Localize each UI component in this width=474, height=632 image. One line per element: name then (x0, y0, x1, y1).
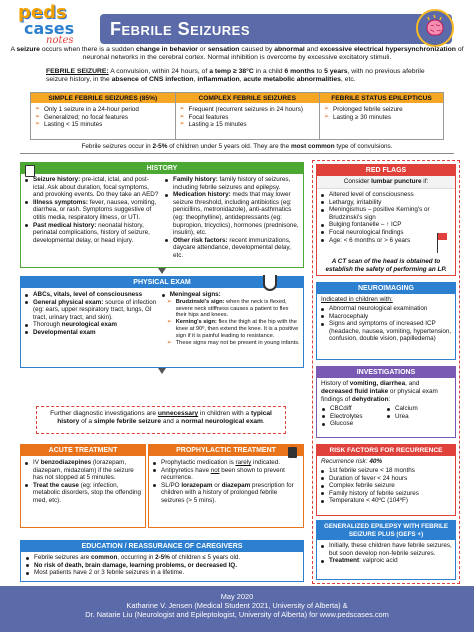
inv-bold: decreased fluid intake (321, 388, 389, 395)
item-underline: not (210, 466, 220, 474)
logo-notes: notes (46, 35, 74, 46)
further-span: . (262, 418, 265, 425)
list-item: Complex febrile seizure (320, 482, 452, 490)
title-text: Febrile Seizures (110, 19, 251, 39)
inv-text: or physical exam findings of (321, 388, 438, 403)
item-bold: 2-5% (155, 554, 170, 561)
item-text: SL/PO (161, 481, 182, 489)
item-text: Most patients have 2 or 3 febrile seizures in a lifetime. (34, 569, 185, 577)
list-item (167, 299, 300, 320)
def-bold: absence of CNS infection (111, 76, 194, 84)
item-bold: diazepam (221, 481, 251, 489)
logo-peds: peds (18, 2, 67, 23)
investigations-header: INVESTIGATIONS (317, 367, 455, 378)
risk-factors-list (317, 466, 455, 505)
def-text: A convulsion, within 24 hours, of (108, 68, 210, 75)
item-bold: Brudzinski's sign: (175, 298, 225, 305)
item-text: Febrile seizures are (34, 554, 92, 561)
def-bold: acute metabolic abnormalities (243, 76, 341, 84)
def-bold: 6 months (284, 68, 315, 75)
list-item: Electrolytes (321, 413, 386, 421)
item-text: Prophylactic medication is (161, 459, 236, 466)
item-bold: Illness symptoms: (33, 198, 88, 206)
ct-scan-note: A CT scan of the head is obtained to establish the safety of performing an LP. (325, 258, 447, 273)
def-text: to (314, 68, 325, 75)
list-item (167, 340, 300, 347)
education-panel (20, 540, 304, 582)
febrile-seizure-definition (46, 68, 442, 84)
list-item (24, 222, 160, 245)
inv-text: History of (321, 380, 350, 387)
item-bold: ABCs, vitals, level of consciousness (33, 291, 143, 298)
further-text (37, 407, 285, 429)
risk-text: Recurrence risk: (321, 458, 370, 465)
item-text: , occurring in (117, 554, 156, 561)
intro-text: occurs when there is a sudden (39, 46, 136, 53)
item-bold: Treatment (329, 557, 360, 565)
gefs-header: GENERALIZED EPILEPSY WITH FEBRILE SEIZURE PLUS (GEFS +) (317, 521, 455, 540)
item-bold: General physical exam: (33, 298, 104, 306)
recurrence-risk (317, 456, 455, 466)
list-item (24, 199, 160, 222)
item-bold: neurological exam (61, 321, 118, 329)
neuroimaging-panel (316, 282, 456, 360)
meningeal-signs (161, 291, 300, 347)
further-bold: normal neurological exam (181, 418, 263, 425)
list-item: Temperature < 40ºC (104ºF) (320, 497, 452, 505)
list-item (164, 176, 300, 191)
risk-factors-header: RISK FACTORS FOR RECURRENCE (317, 445, 455, 456)
item-bold: Family history: (173, 176, 218, 183)
status-epilepticus-list (320, 103, 443, 124)
list-item: ➢ Only 1 seizure in a 24-hour period (35, 106, 171, 114)
list-item: ➢ Lasting < 15 minutes (35, 121, 171, 129)
definition-label: FEBRILE SEIZURE: (46, 68, 109, 75)
pill-bottle-icon (288, 447, 297, 458)
item-bold: Medication history: (173, 191, 231, 199)
list-item: 1st febrile seizure < 18 months (320, 467, 452, 475)
education-header: EDUCATION / REASSURANCE OF CAREGIVERS (21, 541, 303, 552)
further-span: in children with a (198, 410, 251, 417)
list-item (167, 319, 300, 340)
prophylactic-treatment-panel (148, 444, 304, 528)
seizure-types-table (30, 92, 444, 140)
lp-bold: lumbar puncture (371, 178, 422, 185)
list-item (24, 321, 157, 329)
def-text: , etc. (340, 76, 356, 84)
list-item (24, 176, 160, 199)
list-item (25, 554, 299, 562)
inv-bold: vomiting, diarrhea (349, 380, 406, 387)
list-item: Glucose (321, 420, 386, 428)
meningeal-label: Meningeal signs: (169, 291, 221, 298)
intro-text: caused by (239, 46, 275, 53)
list-item: Bulging fontanelle – ↑ ICP (320, 221, 452, 229)
list-item (24, 291, 157, 299)
intro-bold: excessive electrical hypersynchronization (319, 46, 456, 53)
inv-text: : (388, 396, 391, 403)
gefs-panel (316, 520, 456, 580)
further-span: and a (161, 418, 182, 425)
status-epilepticus-column (320, 93, 443, 139)
list-item: Lethargy, irritability (320, 199, 452, 207)
list-item (25, 569, 299, 577)
further-span: of a (79, 418, 94, 425)
history-header: HISTORY (21, 163, 303, 174)
list-item: ➢ Prolonged febrile seizure (324, 106, 439, 114)
red-flags-panel (316, 164, 456, 276)
gefs-list (317, 540, 455, 565)
intro-bold: change in behavior (135, 46, 198, 53)
brain-icon (416, 9, 454, 47)
history-right-list (164, 176, 300, 260)
education-list (21, 552, 303, 577)
further-bold: unnecessary (157, 410, 199, 417)
list-item: Signs and symptoms of increased ICP (headache, nausea, vomiting, hypertension, confusion, double vision, papilledema) (320, 320, 452, 343)
inv-bold: dehydration (351, 396, 389, 403)
meningeal-sublist (161, 299, 300, 347)
item-bold: Kerning's sign: (175, 319, 217, 326)
intro-bold: sensation (207, 46, 240, 53)
acute-treatment-list (21, 456, 145, 505)
item-bold: Developmental exam (33, 328, 96, 336)
item-text: prescription for children with a history of prolonged febrile seizures (> 5 mins). (161, 481, 294, 504)
investigations-panel (316, 366, 456, 438)
acute-treatment-panel (20, 444, 146, 528)
intro-text: or (197, 46, 208, 53)
footer (0, 586, 474, 632)
occ-text: of children under 5 years old. They are the (167, 143, 291, 150)
intro-text: A (10, 46, 17, 53)
list-item: Altered level of consciousness (320, 191, 452, 199)
page-title (100, 14, 452, 44)
occ-bold: 2-5% (152, 143, 168, 150)
def-text: , (239, 76, 244, 84)
divider-line (20, 153, 454, 154)
list-item (24, 459, 142, 482)
occ-text: Febrile seizures occur in (81, 143, 153, 150)
footer-authors: Katharine V. Jensen (Medical Student 2021, University of Alberta) & (126, 601, 348, 610)
simple-febrile-header: SIMPLE FEBRILE SEIZURES (85%) (31, 93, 175, 103)
item-text: Thorough (33, 321, 62, 329)
further-bold: simple febrile seizure (93, 418, 161, 425)
list-item: ➢ Generalized; no focal features (35, 114, 171, 122)
list-item: Meningismus – positive Kerning's or Brudzinski's sign (320, 206, 452, 221)
acute-treatment-header: ACUTE TREATMENT (21, 445, 145, 456)
list-item: ➢ Lasting ≥ 15 minutes (180, 121, 316, 129)
item-text: These signs may not be present in young infants. (175, 340, 300, 347)
risk-bold: 40% (369, 458, 383, 465)
item-text: neonatal history, perinatal complications, history of seizure, developmental delay, or head injury. (33, 221, 150, 244)
physical-left-list (24, 291, 161, 347)
list-item (164, 237, 300, 260)
def-text: , with no previous afebrile seizure history, in the (46, 68, 425, 84)
complex-febrile-column (176, 93, 321, 139)
pedscases-logo (18, 4, 80, 50)
def-text: in a child (253, 68, 285, 75)
list-item: ➢ Focal features (180, 114, 316, 122)
item-text: or (212, 481, 222, 489)
seizure-definition (10, 46, 464, 62)
occ-text: type of convulsions. (334, 143, 393, 150)
item-text: of children ≤ 5 years old. (169, 554, 241, 561)
item-text: Antipyretics have (161, 466, 211, 474)
list-item (152, 459, 300, 467)
item-text: been shown to prevent recurrence. (161, 466, 285, 482)
investigations-list (317, 404, 455, 428)
def-bold: 5 years (324, 68, 348, 75)
list-item (25, 562, 299, 570)
item-bold: Treat the cause (33, 481, 79, 489)
inv-text: , and (405, 380, 420, 387)
list-item (320, 557, 452, 565)
item-text: (lorazepam, diazepam, midazolam) if the seizure has not stopped at 5 minutes. (33, 459, 134, 482)
list-item: Focal neurological findings (320, 229, 452, 237)
intro-text: of neuronal networks in the cerebral cortex. Normal inhibition is overcome by excessive excitatory stimuli. (82, 46, 464, 62)
item-bold: lorazepam (181, 481, 213, 489)
list-item: Calcium (386, 405, 451, 413)
neuroimaging-sub: Indicated in children with: (321, 296, 393, 303)
complex-febrile-header: COMPLEX FEBRILE SEIZURES (176, 93, 320, 103)
prophylactic-list (149, 456, 303, 505)
item-text: : valproic acid (359, 557, 398, 565)
list-item (24, 329, 157, 337)
item-text: fever, nausea, vomiting, diarrhea, or rash. Symptoms suggestive of otitis media, respiratory illness, or UTI. (33, 198, 157, 221)
def-text: , (193, 76, 198, 84)
item-bold: benzodiazepines (40, 459, 92, 466)
simple-febrile-list (31, 103, 175, 132)
occurrence-note (30, 143, 444, 151)
logo-cases: cases (24, 19, 75, 38)
list-item (152, 467, 300, 482)
item-text: family history of seizures, including febrile seizures and epilepsy. (173, 176, 291, 191)
list-item (24, 299, 157, 322)
list-item: ➢ Frequent (recurrent seizures in 24 hours) (180, 106, 316, 114)
history-left-list (24, 176, 164, 260)
item-underline: rarely (235, 459, 252, 466)
further-investigations-note (36, 406, 286, 434)
item-text: recent immunizations, daycare attendance, developmental delay, etc. (173, 236, 291, 259)
investigations-criteria (317, 378, 455, 404)
status-epilepticus-header: FEBRILE STATUS EPILEPTICUS (320, 93, 443, 103)
prophylactic-treatment-header: PROPHYLACTIC TREATMENT (149, 445, 303, 456)
physical-exam-header: PHYSICAL EXAM (21, 277, 303, 288)
neuroimaging-list (317, 304, 455, 343)
item-bold: Past medical history: (33, 221, 97, 229)
risk-factors-panel (316, 444, 456, 516)
flow-arrow (158, 368, 166, 374)
list-item: ➢ Lasting ≥ 30 minutes (324, 114, 439, 122)
item-bold: No risk of death, brain damage, learning problems, or decreased IQ. (34, 561, 237, 569)
footer-credit: Dr. Natarie Liu (Neurologist and Epileptologist, University of Alberta) for www.pedscases.com (85, 610, 389, 619)
complex-febrile-list (176, 103, 320, 132)
lp-text: Consider (343, 178, 372, 185)
intro-bold: abnormal (274, 46, 305, 53)
def-bold: inflammation (197, 76, 240, 84)
meningeal-list (161, 291, 300, 299)
list-item: Abnormal neurological examination (320, 305, 452, 313)
item-text: pre-ictal, ictal, and post-ictal. Ask about duration, focal symptoms, and provoking events. Do they take an AED? (33, 176, 159, 199)
history-panel (20, 162, 304, 268)
red-flags-header: RED FLAGS (317, 165, 455, 176)
item-text: indicated. (251, 459, 281, 466)
item-text: Initially, these children have febrile seizures, but soon develop non-febrile seizures. (329, 542, 452, 557)
intro-bold: seizure (16, 46, 40, 53)
list-item: Urea (386, 413, 451, 421)
list-item: Family history of febrile seizures (320, 490, 452, 498)
list-item: Age: < 6 months or > 6 years (320, 237, 452, 245)
item-text: source of infection (eg: ears, upper respiratory tract, lungs, GI tract, urinary tract, and skin). (33, 298, 157, 321)
further-span: Further diagnostic investigations are (50, 410, 158, 417)
physical-exam-panel (20, 276, 304, 368)
list-item (320, 542, 452, 557)
neuroimaging-header: NEUROIMAGING (317, 283, 455, 294)
item-bold: Other risk factors: (173, 236, 228, 244)
list-item: Duration of fever < 24 hours (320, 475, 452, 483)
occ-bold: most common (290, 143, 335, 150)
list-item (24, 482, 142, 505)
further-bold: typical history (57, 410, 272, 425)
lp-condition (317, 176, 455, 189)
item-text: (eg: infection, metabolic disorders, stop the offending med, etc). (33, 481, 142, 504)
red-flags-list (317, 189, 455, 244)
footer-date: May 2020 (220, 592, 254, 601)
intro-text: and (304, 46, 320, 53)
def-bold: a temp ≥ 38°C (209, 68, 254, 75)
list-item: CBCdiff (321, 405, 386, 413)
item-text: IV (33, 459, 41, 466)
list-item (164, 191, 300, 237)
list-item (161, 291, 300, 299)
item-text: meds that may lower seizure threshold, including antibiotics (eg: penicillins, metronidazole), anti-asthmatics (eg: theophylline), antidepressants (eg: bupropion, tricyclics), hormones (prednisone, insulin), etc. (173, 191, 299, 237)
list-item (152, 482, 300, 505)
stethoscope-icon (263, 275, 277, 291)
flow-arrow (158, 268, 166, 274)
item-text: flex the thigh at the hip with the knee at 90º, then extend the knee. It is a positive sign if it is painful leading to resistance. (175, 319, 299, 340)
list-item: Macrocephaly (320, 313, 452, 321)
red-flag-icon (437, 233, 447, 253)
item-bold: common (91, 554, 118, 561)
lp-text: if: (421, 178, 429, 185)
item-text: when the neck is flexed, severe neck stiffness causes a patient to flex their hips and knees. (175, 298, 289, 319)
simple-febrile-column (31, 93, 176, 139)
item-bold: Seizure history: (33, 176, 81, 183)
